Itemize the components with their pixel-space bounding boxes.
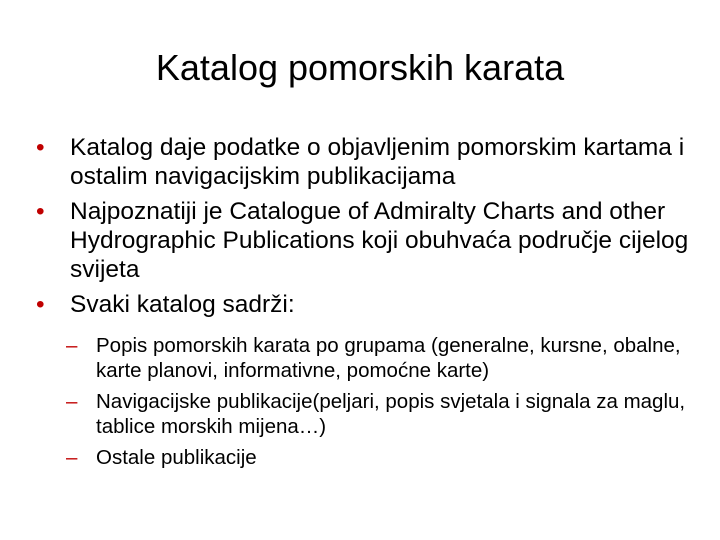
sub-bullet-item [66,445,696,470]
bullet-list [36,133,696,470]
sub-bullet-text: Popis pomorskih karata po grupama (generalne, kursne, obalne, karte planovi, informativne, pomoćne karte) [96,334,681,382]
sub-bullet-text: Ostale publikacije [96,446,257,469]
bullet-marker: • [36,291,45,318]
sub-bullet-item [66,333,696,383]
sub-bullet-marker: – [66,390,78,413]
bullet-item [36,290,696,470]
slide-title: Katalog pomorskih karata [155,47,565,88]
bullet-text: Svaki katalog sadrži: [70,291,295,318]
bullet-marker: • [36,134,45,161]
bullet-marker: • [36,198,45,225]
sub-bullet-list [66,333,696,470]
slide-content [36,133,696,476]
bullet-item [36,197,696,284]
bullet-text: Katalog daje podatke o objavljenim pomorskim kartama i ostalim navigacijskim publikacijama [70,134,685,190]
sub-bullet-marker: – [66,446,78,469]
bullet-item [36,133,696,191]
bullet-text: Najpoznatiji je Catalogue of Admiralty Charts and other Hydrographic Publications koji obuhvaća područje cijelog svijeta [70,198,689,283]
sub-bullet-text: Navigacijske publikacije(peljari, popis svjetala i signala za maglu, tablice morskih mijena…) [96,390,686,438]
sub-bullet-marker: – [66,334,78,357]
sub-bullet-item [66,389,696,439]
